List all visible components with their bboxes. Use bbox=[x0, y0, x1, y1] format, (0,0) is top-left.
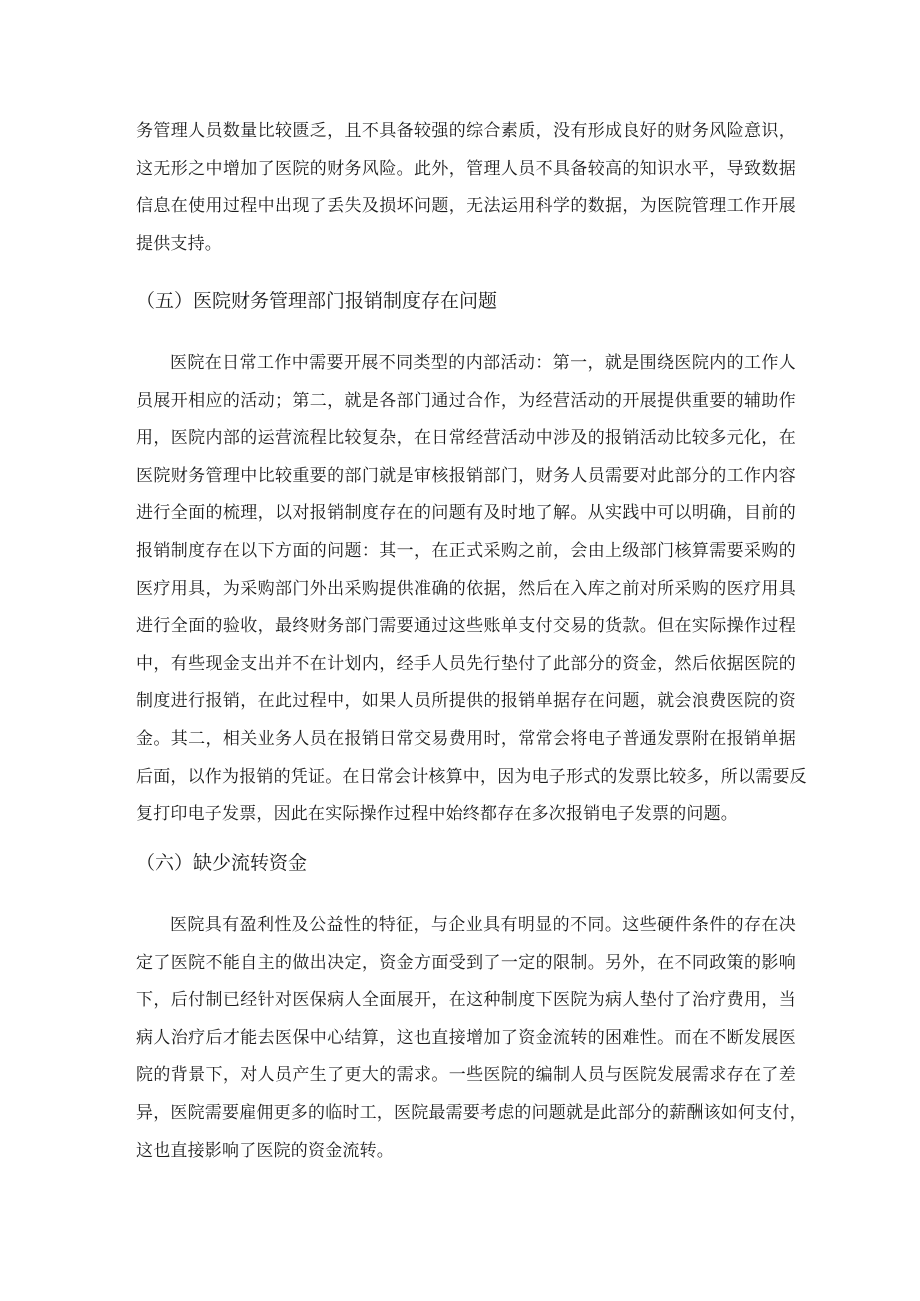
paragraph-line: 务管理人员数量比较匮乏，且不具备较强的综合素质，没有形成良好的财务风险意识， bbox=[136, 121, 796, 141]
paragraph-line: 信息在使用过程中出现了丢失及损坏问题，无法运用科学的数据，为医院管理工作开展 bbox=[136, 196, 796, 217]
paragraph-line: 医院财务管理中比较重要的部门就是审核报销部门，财务人员需要对此部分的工作内容 bbox=[136, 465, 796, 486]
paragraph-line: 下，后付制已经针对医保病人全面展开，在这种制度下医院为病人垫付了治疗费用，当 bbox=[136, 990, 796, 1011]
paragraph-line: 中，有些现金支出并不在计划内，经手人员先行垫付了此部分的资金，然后依据医院的 bbox=[136, 653, 796, 674]
paragraph-line: 后面，以作为报销的凭证。在日常会计核算中，因为电子形式的发票比较多，所以需要反 bbox=[136, 766, 807, 787]
paragraph-line: 提供支持。 bbox=[136, 233, 222, 254]
section-heading-6: （六）缺少流转资金 bbox=[136, 852, 308, 874]
section-heading-5: （五）医院财务管理部门报销制度存在问题 bbox=[136, 290, 498, 312]
paragraph-line: 制度进行报销，在此过程中，如果人员所提供的报销单据存在问题，就会浪费医院的资 bbox=[136, 691, 796, 712]
paragraph-financial-staff bbox=[136, 113, 796, 263]
paragraph-line: 病人治疗后才能去医保中心结算，这也直接增加了资金流转的困难性。而在不断发展医 bbox=[136, 1027, 796, 1048]
paragraph-line: 医院具有盈利性及公益性的特征，与企业具有明显的不同。这些硬件条件的存在决 bbox=[170, 915, 796, 935]
paragraph-line: 用，医院内部的运营流程比较复杂，在日常经营活动中涉及的报销活动比较多元化，在 bbox=[136, 428, 796, 449]
paragraph-line: 复打印电子发票，因此在实际操作过程中始终都存在多次报销电子发票的问题。 bbox=[136, 804, 738, 825]
paragraph-line: 报销制度存在以下方面的问题：其一，在正式采购之前，会由上级部门核算需要采购的 bbox=[136, 540, 796, 561]
paragraph-line: 金。其二，相关业务人员在报销日常交易费用时，常常会将电子普通发票附在报销单据 bbox=[136, 728, 796, 749]
paragraph-line: 医院在日常工作中需要开展不同类型的内部活动：第一，就是围绕医院内的工作人 bbox=[170, 353, 796, 373]
paragraph-reimbursement-issues bbox=[136, 345, 807, 834]
paragraph-line: 异，医院需要雇佣更多的临时工，医院最需要考虑的问题就是此部分的薪酬该如何支付， bbox=[136, 1102, 807, 1123]
paragraph-line: 进行全面的验收，最终财务部门需要通过这些账单支付交易的货款。但在实际操作过程 bbox=[136, 616, 796, 637]
paragraph-line: 员展开相应的活动；第二，就是各部门通过合作，为经营活动的开展提供重要的辅助作 bbox=[136, 390, 796, 411]
paragraph-line: 这也直接影响了医院的资金流转。 bbox=[136, 1140, 394, 1161]
paragraph-line: 进行全面的梳理，以对报销制度存在的问题有及时地了解。从实践中可以明确，目前的 bbox=[136, 503, 796, 524]
paragraph-line: 医疗用具，为采购部门外出采购提供准确的依据，然后在入库之前对所采购的医疗用具 bbox=[136, 578, 796, 599]
paragraph-line: 院的背景下，对人员产生了更大的需求。一些医院的编制人员与医院发展需求存在了差 bbox=[136, 1065, 796, 1086]
paragraph-line: 这无形之中增加了医院的财务风险。此外，管理人员不具备较高的知识水平，导致数据 bbox=[136, 158, 796, 179]
paragraph-cash-flow bbox=[136, 907, 807, 1170]
paragraph-line: 定了医院不能自主的做出决定，资金方面受到了一定的限制。另外，在不同政策的影响 bbox=[136, 952, 796, 973]
